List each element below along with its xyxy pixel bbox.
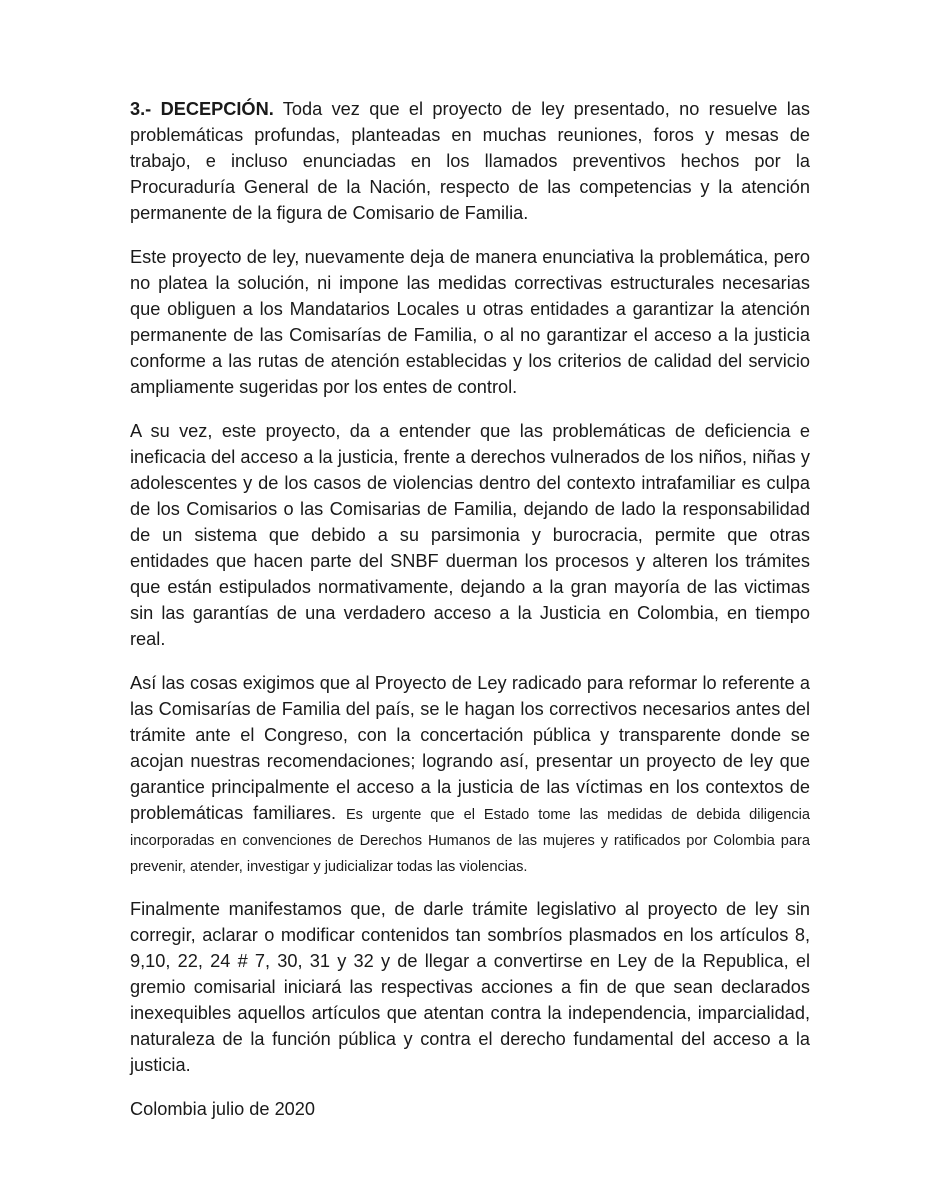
section-heading: 3.- DECEPCIÓN. [130,99,274,119]
paragraph-1-text: Toda vez que el proyecto de ley presentado, no resuelve las problemáticas profundas, planteadas en muchas reuniones, foros y mesas de trabajo, e incluso enunciadas en los llamados preventivos hechos por la Procuraduría General de la Nación, respecto de las competencias y la atención permanente de la figura de Comisario de Familia. [130,99,811,223]
paragraph-3: A su vez, este proyecto, da a entender que las problemáticas de deficiencia e ineficacia del acceso a la justicia, frente a derechos vulnerados de los niños, niñas y adolescentes y de los casos de violencias dentro del contexto intrafamiliar es culpa de los Comisarios o las Comisarias de Familia, dejando de lado la responsabilidad de un sistema que debido a su parsimonia y burocracia, permite que otras entidades que hacen parte del SNBF duerman los procesos y alteren los trámites que están estipulados normativamente, dejando a la gran mayoría de las victimas sin las garantías de una verdadero acceso a la Justicia en Colombia, en tiempo real. [130,421,810,649]
closing-date: Colombia julio de 2020 [130,1099,316,1119]
document-body [130,96,810,1140]
paragraph-2: Este proyecto de ley, nuevamente deja de manera enunciativa la problemática, pero no platea la solución, ni impone las medidas correctivas estructurales necesarias que obliguen a los Mandatarios Locales u otras entidades a garantizar la atención permanente de las Comisarías de Familia, o al no garantizar el acceso a la justicia conforme a las rutas de atención establecidas y los criterios de calidad del servicio ampliamente sugeridas por los entes de control. [130,247,810,397]
paragraph-5: Finalmente manifestamos que, de darle trámite legislativo al proyecto de ley sin corregir, aclarar o modificar contenidos tan sombríos plasmados en los artículos 8, 9,10, 22, 24 # 7, 30, 31 y 32 y de llegar a convertirse en Ley de la Republica, el gremio comisarial iniciará las respectivas acciones a fin de que sean declarados inexequibles aquellos artículos que atentan contra la independencia, imparcialidad, naturaleza de la función pública y contra el derecho fundamental del acceso a la justicia. [130,899,810,1075]
paragraph-decepcion [130,96,810,226]
paragraph-4-main-text: Así las cosas exigimos que al Proyecto de Ley radicado para reformar lo referente a las Comisarías de Familia del país, se le hagan los correctivos necesarios antes del trámite ante el Congreso, con la concertación pública y transparente donde se acojan nuestras recomendaciones; logrando así, presentar un proyecto de ley que garantice principalmente el acceso a la justicia de las víctimas en los contextos de problemáticas familiares. [130,673,810,823]
paragraph-4-small-text: Es urgente que el Estado tome las medidas de debida diligencia incorporadas en convenciones de Derechos Humanos de las mujeres y ratificados por Colombia para prevenir, atender, investigar y judicializar todas las violencias. [130,807,810,875]
paragraph-4 [130,670,810,878]
